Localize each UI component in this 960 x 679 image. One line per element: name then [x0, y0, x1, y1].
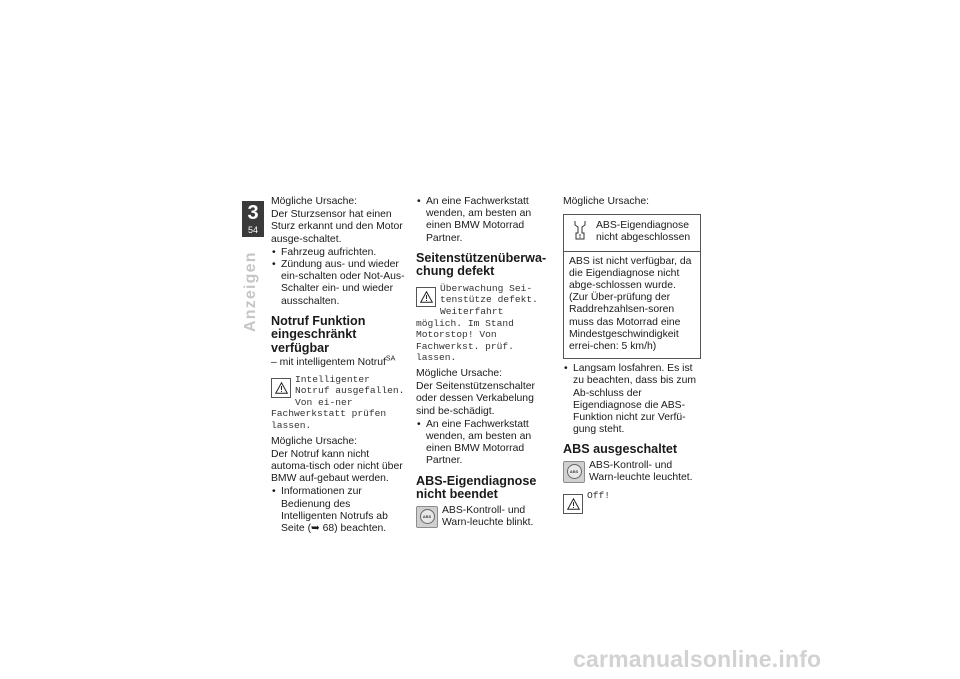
info-box-header: [564, 215, 700, 250]
column-2: [416, 196, 552, 535]
display-message: [416, 283, 552, 364]
display-message: [271, 374, 407, 432]
option-superscript: SA: [385, 355, 396, 363]
page-number: 54: [247, 225, 258, 235]
abs-icon-label: ABS: [420, 509, 435, 524]
equipment-note-text: – mit intelligentem Notruf: [271, 357, 386, 369]
cause-heading: Mögliche Ursache:: [563, 196, 650, 207]
instruction-item: • Informationen zur Bedienung des Intelligenten Notrufs ab Seite (➥ 68) beachten.: [271, 486, 407, 535]
abs-icon-label: ABS: [567, 464, 582, 479]
abs-warning-light-icon: [416, 506, 438, 528]
section-heading-seitenstuetze: Seitenstützenüberwa-chung defekt: [416, 250, 547, 279]
cause-heading: Mögliche Ursache:: [416, 367, 503, 379]
chapter-number: 3: [247, 202, 259, 224]
display-message-text: Überwachung Sei-tenstütze defekt. Weiterfahrt möglich. Im Stand Motorstop! Von Fachwerkst. prüf. lassen.: [416, 282, 538, 364]
info-box-body: ABS ist nicht verfügbar, da die Eigendiagnose nicht abge-schlossen wurde. (Zur Über-prüfung der Raddrehzahlsen-soren muss das Motorrad eine Mindestgeschwindigkeit errei-chen: 5 km/h): [564, 251, 700, 359]
warning-triangle-icon: [563, 494, 583, 514]
instruction-item: • An eine Fachwerkstatt wenden, am besten an einen BMW Motorrad Partner.: [416, 196, 552, 245]
indicator-light-text: ABS-Kontroll- und Warn-leuchte leuchtet.: [589, 459, 693, 484]
section-heading-abs-diagnose: ABS-Eigendiagnose nicht beendet: [416, 473, 537, 502]
warning-triangle-icon: [416, 287, 436, 307]
chapter-marker: [242, 201, 264, 237]
cause-heading: Mögliche Ursache:: [271, 435, 358, 447]
indicator-light-row: [563, 460, 701, 484]
info-box: [563, 214, 701, 359]
display-message-text: Intelligenter Notruf ausgefallen. Von ei-ner Fachwerkstatt prüfen lassen.: [271, 373, 405, 431]
instruction-item: • Zündung aus- und wieder ein-schalten oder Not-Aus-Schalter ein- und wieder ausschalten.: [271, 259, 407, 308]
cause-text: Der Seitenstützenschalter oder dessen Verkabelung sind be-schädigt.: [416, 381, 535, 417]
cause-text: Der Notruf kann nicht automa-tisch oder nicht über BMW auf-gebaut werden.: [271, 448, 403, 485]
watermark: carmanualsonline.info: [573, 646, 822, 672]
column-3: [563, 196, 701, 515]
abs-warning-light-icon: [563, 461, 585, 483]
instruction-item: • An eine Fachwerkstatt wenden, am besten an einen BMW Motorrad Partner.: [416, 419, 552, 468]
display-message: [563, 490, 701, 502]
section-heading-notruf: Notruf Funktion eingeschränkt verfügbar: [271, 313, 366, 355]
warning-triangle-icon: [271, 378, 291, 398]
indicator-light-row: [416, 505, 552, 529]
cause-heading: Mögliche Ursache:: [271, 196, 358, 207]
equipment-note: [271, 357, 407, 369]
instruction-item: • Fahrzeug aufrichten.: [271, 247, 407, 259]
wrench-info-icon: [572, 220, 588, 240]
section-label-text: Anzeigen: [242, 251, 259, 332]
cause-text: Der Sturzsensor hat einen Sturz erkannt und den Motor ausge-schaltet.: [271, 209, 403, 245]
section-side-label: [242, 252, 262, 332]
section-heading-abs-off: ABS ausgeschaltet: [563, 442, 678, 457]
display-message-text: Off!: [587, 490, 611, 502]
column-1: [271, 196, 407, 535]
indicator-light-text: ABS-Kontroll- und Warn-leuchte blinkt.: [442, 504, 534, 528]
instruction-item: • Langsam losfahren. Es ist zu beachten, dass bis zum Ab-schluss der Eigendiagnose die ABS-Funktion nicht zur Verfü-gung steht.: [563, 363, 701, 436]
info-box-title: ABS-Eigendiagnose nicht abgeschlossen: [596, 220, 691, 244]
